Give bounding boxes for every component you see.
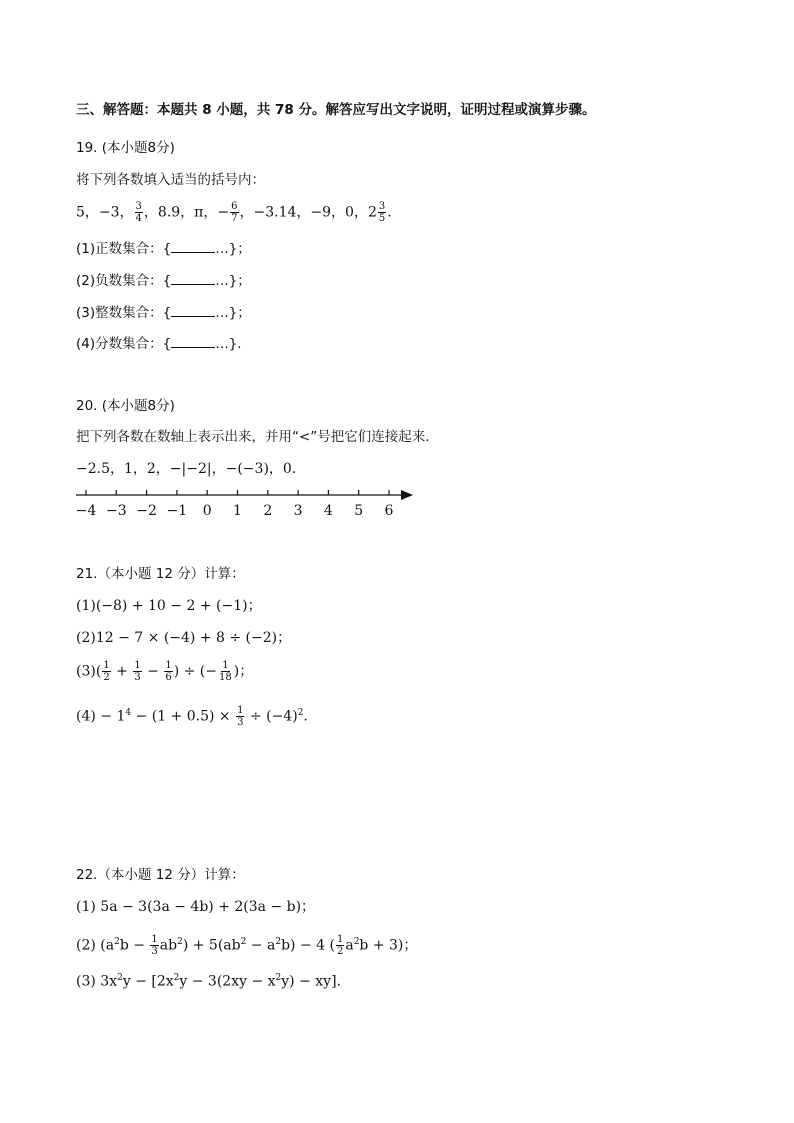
answer-blank[interactable]: [171, 240, 215, 253]
q21-title: 21.（本小题 12 分）计算：: [76, 566, 245, 582]
q19-item-1: (1)正数集合：{ …}；: [76, 241, 251, 257]
q21-item-2: (2)12 − 7 × (−4) + 8 ÷ (−2)；: [76, 630, 292, 646]
axis-tick-label: −1: [166, 503, 188, 519]
axis-tick-label: 5: [354, 503, 364, 519]
q19-prompt: 将下列各数填入适当的括号内：: [76, 172, 265, 188]
axis-tick-label: 2: [263, 503, 273, 519]
axis-tick-label: 4: [323, 503, 333, 519]
q20-prompt: 把下列各数在数轴上表示出来，并用“<”号把它们连接起来.: [76, 429, 430, 445]
q22-item-1: (1) 5a − 3(3a − 4b) + 2(3a − b)；: [76, 899, 316, 915]
fraction: $\frac{3}{4}$: [135, 201, 142, 224]
q22-title: 22.（本小题 12 分）计算：: [76, 867, 245, 883]
q22-item-2: (2) ($a^2b$ − $\frac{1}{3}$ $ab^2) + 5(ab^2 - a^2b) - 4$ ( $\frac{1}{2}$ $a^2b + 3$)；: [76, 934, 418, 958]
q20-title: 20. (本小题8分): [76, 398, 175, 414]
q21-item-3: (3)( $\frac{1}{2}$ + $\frac{1}{3}$ − $\frac{1}{6}$ ) ÷ (− $\frac{1}{18}$ )；: [76, 660, 254, 683]
axis-tick-label: 6: [384, 503, 394, 519]
axis-tick-label: −4: [75, 503, 97, 519]
q21-item-4: $(4) - 1^4 - (1 + 0.5)$ × $\frac{1}{3}$ ÷ $(-4)^2$.: [76, 705, 308, 729]
fraction: $\frac{3}{5}$: [378, 201, 386, 224]
axis-tick-label: 1: [233, 503, 242, 519]
q21-item-1: (1)(−8) + 10 − 2 + (−1)；: [76, 598, 262, 614]
q19-item-2: (2)负数集合：{ …}；: [76, 273, 251, 289]
section-header: 三、解答题：本题共 8 小题，共 78 分。解答应写出文字说明，证明过程或演算步骤。: [76, 102, 596, 118]
fraction: $\frac{6}{7}$: [231, 201, 238, 224]
q19-item-3: (3)整数集合：{ …}；: [76, 305, 251, 321]
q19-item-4: (4)分数集合：{ …}.: [76, 336, 242, 352]
axis-arrow-icon: [401, 490, 413, 500]
axis-tick-label: 3: [293, 503, 303, 519]
axis-tick-label: −2: [136, 503, 157, 519]
answer-blank[interactable]: [171, 304, 215, 317]
answer-blank[interactable]: [171, 272, 215, 285]
axis-tick-label: −3: [105, 503, 127, 519]
q22-item-3: (3) $3x^2y - [2x^2y - 3(2xy - x^2y) - xy]$.: [76, 973, 341, 990]
q19-numbers: 5，−3， $\frac{3}{4}$ ，8.9，π，− $\frac{6}{7}$ ，−3.14，−9，0，2 $\frac{3}{5}$ .: [76, 201, 392, 224]
q20-numbers: −2.5，1，2，−|−2|，−(−3)，0.: [76, 461, 297, 477]
axis-tick-label: 0: [202, 503, 212, 519]
answer-blank[interactable]: [171, 335, 215, 348]
q19-title: 19. (本小题8分): [76, 140, 175, 156]
